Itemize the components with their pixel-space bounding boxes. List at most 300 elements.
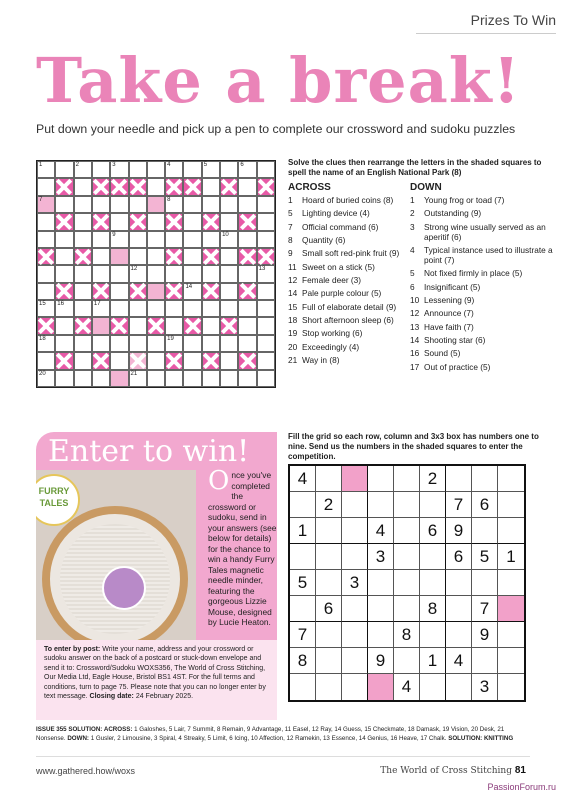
crossword-cell[interactable] [55,265,73,282]
clue-number: 5 [203,162,208,168]
crossword-cell[interactable] [55,335,73,352]
crossword-cell[interactable] [37,213,55,230]
crossword-instruction: Solve the clues then rearrange the letters in the shaded squares to spell the name of an English National Park (8) [288,158,542,177]
crossword-cell[interactable] [238,178,256,195]
sudoku-cell[interactable] [498,674,524,700]
crossword-cell[interactable] [220,231,238,248]
crossword-cell[interactable] [202,178,220,195]
sudoku-cell[interactable]: 6 [316,596,342,622]
down-clue [410,209,560,219]
crossword-cell[interactable] [74,196,92,213]
crossword-cell[interactable] [110,231,128,248]
crossword-cell[interactable] [238,161,256,178]
sudoku-cell[interactable] [342,544,368,570]
crossword-block [147,317,165,334]
crossword-block [257,178,275,195]
crossword-cell[interactable] [147,370,165,387]
crossword-cell[interactable] [37,283,55,300]
sudoku-cell[interactable]: 1 [420,648,446,674]
clue-number: 21 [130,370,138,377]
crossword-cell[interactable] [110,300,128,317]
sudoku-cell[interactable] [446,622,472,648]
crossword-cell[interactable] [257,283,275,300]
crossword-cell[interactable] [257,370,275,387]
crossword-cell[interactable] [220,335,238,352]
sudoku-shaded-cell[interactable] [498,596,524,622]
crossword-cell[interactable] [129,370,147,387]
sudoku-cell[interactable] [420,674,446,700]
crossword-block [74,317,92,334]
crossword-cell[interactable] [202,161,220,178]
furry-tales-logo: FURRY TALES [36,474,80,526]
crossword-cell[interactable] [129,300,147,317]
crossword-block [92,352,110,369]
across-clue [288,289,406,299]
crossword-cell[interactable] [147,300,165,317]
footer-magazine: The World of Cross Stitching 81 [380,765,526,776]
sudoku-cell[interactable] [394,570,420,596]
crossword-block [165,213,183,230]
crossword-cell[interactable] [92,248,110,265]
sudoku-cell[interactable] [472,648,498,674]
crossword-cell[interactable] [110,196,128,213]
clue-number: 20 [288,341,298,352]
crossword-cell[interactable] [74,283,92,300]
clue-number: 3 [410,221,415,232]
clue-text: Out of practice (5) [424,361,491,372]
crossword-cell[interactable] [147,352,165,369]
sudoku-cell[interactable]: 6 [472,492,498,518]
crossword-cell[interactable] [92,335,110,352]
crossword-cell[interactable] [257,300,275,317]
crossword-cell[interactable] [147,265,165,282]
crossword-cell[interactable] [183,248,201,265]
sudoku-cell[interactable] [446,596,472,622]
clue-number: 13 [410,321,420,332]
sudoku-cell[interactable]: 9 [472,622,498,648]
clue-text: Not fixed firmly in place (5) [424,268,523,279]
crossword-cell[interactable] [220,283,238,300]
crossword-cell[interactable] [110,352,128,369]
clue-number: 16 [410,348,420,359]
clue-text: Strong wine usually served as an aperitif (6) [424,221,546,242]
crossword-cell[interactable] [37,265,55,282]
clue-number: 18 [39,335,46,342]
clue-number: 15 [288,301,298,312]
sudoku-cell[interactable] [446,674,472,700]
crossword-cell[interactable] [55,196,73,213]
sudoku-cell[interactable]: 9 [368,648,394,674]
clue-number: 7 [288,221,293,232]
sudoku-cell[interactable] [498,466,524,492]
crossword-cell[interactable] [165,370,183,387]
crossword-cell[interactable] [37,196,55,213]
crossword-cell[interactable] [183,335,201,352]
sudoku-cell[interactable] [290,596,316,622]
crossword-cell[interactable] [110,161,128,178]
sudoku-cell[interactable] [420,492,446,518]
clue-number: 10 [410,294,420,305]
sudoku-cell[interactable] [316,544,342,570]
sudoku-cell[interactable] [498,622,524,648]
crossword-cell[interactable] [147,335,165,352]
clue-text: Typical instance used to illustrate a point (7) [424,244,553,265]
crossword-cell[interactable] [147,231,165,248]
crossword-cell[interactable] [257,265,275,282]
crossword-cell[interactable] [74,178,92,195]
sudoku-cell[interactable]: 3 [342,570,368,596]
clue-text: Sweet on a stick (5) [302,261,375,272]
crossword-cell[interactable] [74,300,92,317]
down-clue [410,269,560,279]
sudoku-cell[interactable] [368,492,394,518]
clue-number: 9 [112,231,116,238]
sudoku-cell[interactable] [498,518,524,544]
sudoku-cell[interactable] [472,466,498,492]
sudoku-cell[interactable]: 7 [472,596,498,622]
crossword-cell[interactable] [257,335,275,352]
sudoku-cell[interactable] [420,622,446,648]
sudoku-cell[interactable] [420,570,446,596]
sudoku-cell[interactable]: 4 [394,674,420,700]
crossword-cell[interactable] [147,196,165,213]
crossword-cell[interactable] [55,161,73,178]
sudoku-cell[interactable] [394,492,420,518]
crossword-block [220,317,238,334]
crossword-cell[interactable] [55,370,73,387]
sudoku-cell[interactable]: 4 [290,466,316,492]
sudoku-cell[interactable] [420,544,446,570]
sudoku-cell[interactable] [368,466,394,492]
clue-text: Small soft red-pink fruit (9) [302,248,400,259]
crossword-cell[interactable] [74,161,92,178]
sudoku-cell[interactable]: 6 [446,544,472,570]
sudoku-shaded-cell[interactable] [368,674,394,700]
down-clue [410,323,560,333]
sudoku-cell[interactable]: 2 [420,466,446,492]
crossword-cell[interactable] [202,300,220,317]
crossword-cell[interactable] [202,231,220,248]
crossword-cell[interactable] [183,213,201,230]
crossword-cell[interactable] [183,196,201,213]
crossword-block [202,213,220,230]
crossword-cell[interactable] [183,161,201,178]
crossword-block [110,317,128,334]
sudoku-cell[interactable]: 6 [420,518,446,544]
clue-number: 4 [410,244,415,255]
crossword-block [129,283,147,300]
crossword-cell[interactable] [202,196,220,213]
crossword-block [129,213,147,230]
crossword-cell[interactable] [129,231,147,248]
sudoku-cell[interactable] [498,492,524,518]
footer-url[interactable]: www.gathered.how/woxs [36,766,136,776]
crossword-cell[interactable] [165,265,183,282]
across-clue [288,316,406,326]
crossword-cell[interactable] [220,213,238,230]
sudoku-cell[interactable]: 3 [472,674,498,700]
across-clue [288,236,406,246]
sudoku-cell[interactable]: 8 [290,648,316,674]
crossword-cell[interactable] [110,213,128,230]
crossword-cell[interactable] [238,231,256,248]
crossword-block [202,248,220,265]
crossword-cell[interactable] [92,161,110,178]
crossword-cell[interactable] [147,178,165,195]
crossword-cell[interactable] [110,370,128,387]
crossword-cell[interactable] [55,248,73,265]
crossword-cell[interactable] [129,248,147,265]
crossword-cell[interactable] [74,231,92,248]
crossword-cell[interactable] [147,248,165,265]
sudoku-cell[interactable] [472,570,498,596]
crossword-cell[interactable] [165,161,183,178]
sudoku-cell[interactable]: 7 [290,622,316,648]
crossword-block [55,213,73,230]
sudoku-cell[interactable] [342,492,368,518]
crossword-cell[interactable] [92,265,110,282]
clue-number: 17 [410,361,420,372]
sudoku-cell[interactable] [368,622,394,648]
embroidery-hoop-icon [42,506,188,640]
clue-text: Way in (8) [302,355,340,366]
sudoku-cell[interactable]: 9 [446,518,472,544]
crossword-cell[interactable] [183,352,201,369]
crossword-cell[interactable] [165,300,183,317]
crossword-cell[interactable] [220,248,238,265]
crossword-cell[interactable] [183,265,201,282]
sudoku-cell[interactable] [394,544,420,570]
crossword-cell[interactable] [257,196,275,213]
crossword-cell[interactable] [92,231,110,248]
crossword-block [55,283,73,300]
clue-text: Pale purple colour (5) [302,288,382,299]
crossword-cell[interactable] [257,161,275,178]
crossword-cell[interactable] [37,335,55,352]
down-clue [410,363,560,373]
crossword-cell[interactable] [37,231,55,248]
crossword-cell[interactable] [220,352,238,369]
crossword-cell[interactable] [238,370,256,387]
crossword-cell[interactable] [74,370,92,387]
sudoku-cell[interactable] [472,518,498,544]
crossword-cell[interactable] [238,335,256,352]
crossword-cell[interactable] [74,352,92,369]
crossword-block [129,352,147,369]
page-number: 81 [514,765,526,776]
clue-text: Stop working (6) [302,328,363,339]
sudoku-cell[interactable] [368,570,394,596]
crossword-cell[interactable] [183,231,201,248]
sudoku-cell[interactable]: 5 [472,544,498,570]
crossword-cell[interactable] [129,317,147,334]
crossword-cell[interactable] [238,300,256,317]
sudoku-cell[interactable] [394,648,420,674]
crossword-cell[interactable] [257,352,275,369]
sudoku-cell[interactable]: 8 [394,622,420,648]
crossword-cell[interactable] [74,335,92,352]
sudoku-cell[interactable]: 1 [498,544,524,570]
sudoku-grid[interactable] [288,464,526,702]
crossword-cell[interactable] [238,265,256,282]
clue-number: 8 [167,196,171,203]
crossword-cell[interactable] [110,335,128,352]
sudoku-cell[interactable] [342,596,368,622]
sudoku-cell[interactable] [446,570,472,596]
clue-text: Hoard of buried coins (8) [302,195,394,205]
crossword-cell[interactable] [55,231,73,248]
sudoku-cell[interactable] [316,622,342,648]
page-title: Take a break! [36,44,521,117]
sudoku-cell[interactable] [290,492,316,518]
sudoku-cell[interactable] [316,648,342,674]
clue-text: Female deer (3) [302,275,362,286]
sudoku-cell[interactable] [316,674,342,700]
crossword-cell[interactable] [183,370,201,387]
crossword-cell[interactable] [110,283,128,300]
across-clue [288,196,406,206]
footer-divider [36,756,530,757]
clue-text: Short afternoon sleep (6) [302,315,394,326]
crossword-cell[interactable] [129,335,147,352]
crossword-cell[interactable] [220,196,238,213]
sudoku-cell[interactable] [394,518,420,544]
crossword-cell[interactable] [220,300,238,317]
crossword-cell[interactable] [220,161,238,178]
sudoku-cell[interactable] [394,466,420,492]
sudoku-cell[interactable] [498,648,524,674]
crossword-block [37,317,55,334]
sudoku-cell[interactable] [342,518,368,544]
clue-number: 4 [167,162,171,168]
sudoku-cell[interactable]: 5 [290,570,316,596]
crossword-cell[interactable] [129,196,147,213]
crossword-cell[interactable] [74,213,92,230]
crossword-cell[interactable] [165,231,183,248]
crossword-cell[interactable] [183,283,201,300]
crossword-cell[interactable] [92,196,110,213]
clue-number: 1 [288,195,293,205]
sudoku-cell[interactable]: 3 [368,544,394,570]
crossword-cell[interactable] [202,370,220,387]
sudoku-cell[interactable] [290,544,316,570]
clue-text: Outstanding (9) [424,208,482,219]
crossword-block [92,213,110,230]
clue-number: 17 [93,301,101,308]
crossword-cell[interactable] [74,265,92,282]
sudoku-shaded-cell[interactable] [342,466,368,492]
crossword-cell[interactable] [257,317,275,334]
crossword-cell[interactable] [147,283,165,300]
sudoku-cell[interactable] [316,518,342,544]
across-clue [288,276,406,286]
crossword-cell[interactable] [165,317,183,334]
crossword-cell[interactable] [257,231,275,248]
crossword-cell[interactable] [147,213,165,230]
crossword-cell[interactable] [37,161,55,178]
enter-to-win-panel [36,432,277,640]
crossword-block [165,352,183,369]
clue-number: 1 [410,195,415,205]
sudoku-cell[interactable] [342,674,368,700]
crossword-cell[interactable] [110,265,128,282]
crossword-cell[interactable] [165,335,183,352]
crossword-cell[interactable] [183,300,201,317]
crossword-block [55,352,73,369]
sudoku-cell[interactable]: 2 [316,492,342,518]
crossword-cell[interactable] [129,265,147,282]
crossword-cell[interactable] [110,248,128,265]
across-clue [288,223,406,233]
sudoku-instruction: Fill the grid so each row, column and 3x3 box has numbers one to nine. Send us the numbers in the shaded squares to enter the competition. [288,432,539,461]
clue-number: 2 [75,162,79,168]
crossword-cell[interactable] [238,196,256,213]
sudoku-cell[interactable] [368,596,394,622]
crossword-cell[interactable] [92,317,110,334]
crossword-cell[interactable] [55,317,73,334]
crossword-cell[interactable] [55,300,73,317]
crossword-grid[interactable] [36,160,276,388]
crossword-cell[interactable] [202,317,220,334]
crossword-cell[interactable] [220,265,238,282]
crossword-cell[interactable] [220,370,238,387]
crossword-cell[interactable] [202,265,220,282]
clue-number: 1 [39,162,43,168]
sudoku-cell[interactable] [342,648,368,674]
across-clue [288,329,406,339]
crossword-block [110,178,128,195]
sudoku-cell[interactable] [290,674,316,700]
crossword-cell[interactable] [257,213,275,230]
clue-text: Quantity (6) [302,235,346,246]
sudoku-cell[interactable]: 8 [420,596,446,622]
crossword-cell[interactable] [238,317,256,334]
crossword-cell[interactable] [92,370,110,387]
sudoku-cell[interactable] [316,466,342,492]
crossword-cell[interactable] [147,161,165,178]
sudoku-cell[interactable] [498,570,524,596]
across-clue [288,263,406,273]
sudoku-cell[interactable] [342,622,368,648]
sudoku-cell[interactable]: 4 [368,518,394,544]
clue-text: Shooting star (6) [424,335,486,345]
crossword-cell[interactable] [202,335,220,352]
crossword-cell[interactable] [37,178,55,195]
prize-photo [36,470,196,640]
clue-number: 7 [39,196,43,203]
clue-number: 15 [39,301,46,308]
clue-text: Sound (5) [424,348,461,359]
sudoku-cell[interactable]: 4 [446,648,472,674]
crossword-cell[interactable] [37,352,55,369]
crossword-cell[interactable] [92,300,110,317]
clue-number: 19 [288,328,298,339]
crossword-cell[interactable] [165,196,183,213]
crossword-cell[interactable] [37,300,55,317]
sudoku-cell[interactable] [446,466,472,492]
crossword-block [165,283,183,300]
crossword-cell[interactable] [129,161,147,178]
sudoku-cell[interactable] [394,596,420,622]
down-clue [410,283,560,293]
crossword-block [183,317,201,334]
sudoku-cell[interactable] [316,570,342,596]
sudoku-cell[interactable]: 1 [290,518,316,544]
crossword-cell[interactable] [37,370,55,387]
sudoku-cell[interactable]: 7 [446,492,472,518]
crossword-block [202,352,220,369]
down-clue [410,336,560,346]
